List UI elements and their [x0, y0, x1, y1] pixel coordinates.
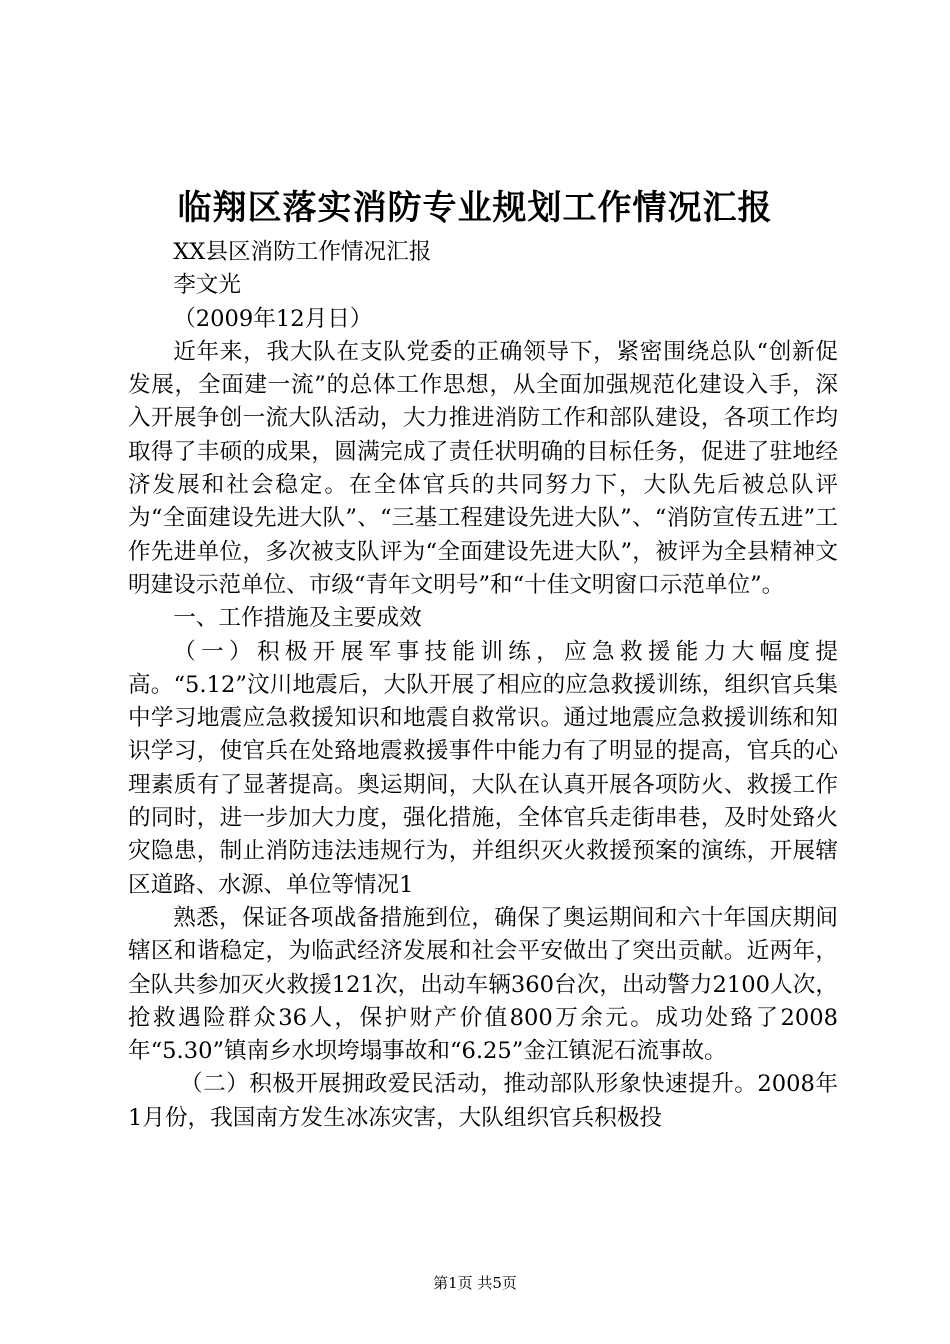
- paragraph-familiar: 熟悉，保证各项战备措施到位，确保了奥运期间和六十年国庆期间辖区和谐稳定，为临武经济发展和社会平安做出了突出贡献。近两年，全队共参加灭火救援121次，出动车辆360台次，出动警力2100人次，抢救遇险群众36人，保护财产价值800万余元。成功处臵了2008年“5.30”镇南乡水坝垮塌事故和“6.25”金江镇泥石流事故。: [128, 904, 838, 1065]
- document-date: （2009年12月日）: [173, 305, 373, 332]
- document-subtitle: XX县区消防工作情况汇报: [173, 239, 432, 265]
- document-body: [128, 236, 838, 1135]
- paragraph-support: （二）积极开展拥政爱民活动，推动部队形象快速提升。2008年1月份，我国南方发生冰冻灾害，大队组织官兵积极投: [128, 1071, 838, 1131]
- document-author: 李文光: [173, 272, 241, 299]
- paragraph-intro: 近年来，我大队在支队党委的正确领导下，紧密围绕总队“创新促发展，全面建一流”的总体工作思想，从全面加强规范化建设入手，深入开展争创一流大队活动，大力推进消防工作和部队建设，各项工作均取得了丰硕的成果，圆满完成了责任状明确的目标任务，促进了驻地经济发展和社会稳定。在全体官兵的共同努力下，大队先后被总队评为“全面建设先进大队”、“三基工程建设先进大队”、“消防宣传五进”工作先进单位，多次被支队评为“全面建设先进大队”，被评为全县精神文明建设示范单位、市级“青年文明号”和“十佳文明窗口示范单位”。: [128, 338, 838, 598]
- document-title: 临翔区落实消防专业规划工作情况汇报: [177, 188, 773, 228]
- page-footer: 第1页 共5页: [433, 1274, 517, 1292]
- section-heading: 一、工作措施及主要成效: [173, 605, 422, 632]
- paragraph-training: （一）积极开展军事技能训练，应急救援能力大幅度提高。“5.12”汶川地震后，大队开展了相应的应急救援训练，组织官兵集中学习地震应急救援知识和地震自救常识。通过地震应急救援训练和知识学习，使官兵在处臵地震救援事件中能力有了明显的提高，官兵的心理素质有了显著提高。奥运期间，大队在认真开展各项防火、救援工作的同时，进一步加大力度，强化措施，全体官兵走街串巷，及时处臵火灾隐患，制止消防违法违规行为，并组织灭火救援预案的演练，开展辖区道路、水源、单位等情况1: [128, 638, 838, 898]
